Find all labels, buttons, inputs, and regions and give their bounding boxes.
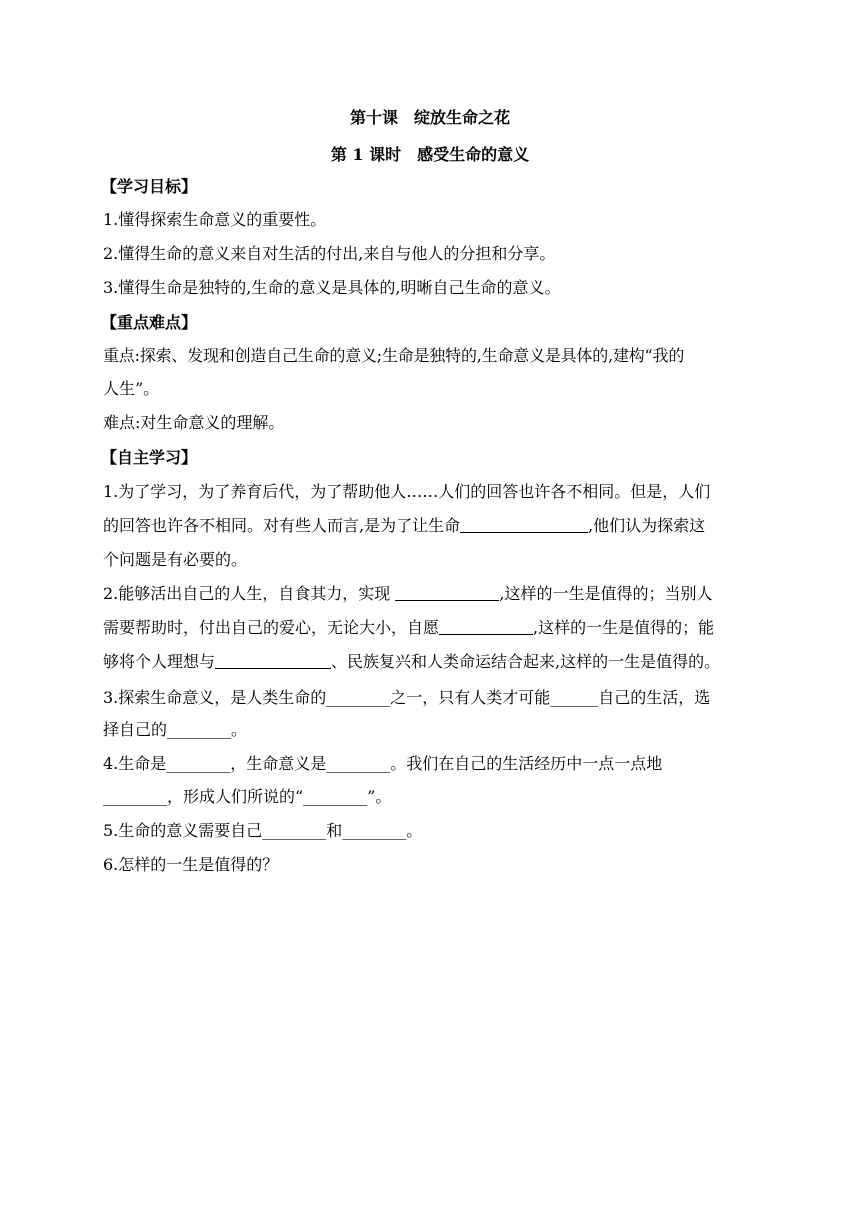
question-2-text: ,这样的一生是值得的；能 [533, 618, 715, 637]
question-2-line [103, 652, 763, 672]
self-study-heading: 【自主学习】 [101, 448, 198, 467]
answer-blank[interactable] [439, 618, 533, 635]
question-1-line: 1.为了学习，为了养育后代，为了帮助他人……人们的回答也许各不相同。但是，人们 [103, 482, 711, 501]
question-2-line [103, 618, 763, 638]
question-2-text: 、民族复兴和人类命运结合起来,这样的一生是值得的。 [331, 652, 721, 671]
objective-item: 2.懂得生命的意义来自对生活的付出,来自与他人的分担和分享。 [103, 244, 556, 263]
difficulty-line: 难点:对生命意义的理解。 [103, 413, 285, 432]
question-1-line [103, 516, 763, 536]
question-6-line: 6.怎样的一生是值得的？ [103, 855, 279, 874]
answer-blank[interactable] [215, 652, 331, 669]
objective-item: 1.懂得探索生命意义的重要性。 [103, 210, 327, 229]
question-4-line: ________，形成人们所说的“________”。 [103, 787, 392, 806]
question-3-line: 3.探索生命意义，是人类生命的________之一，只有人类才可能______自己的生活，选 [103, 688, 711, 707]
question-2-text: ,这样的一生是值得的；当别人 [499, 584, 713, 603]
question-2-line [103, 584, 763, 604]
question-1-line: 个问题是有必要的。 [103, 550, 248, 569]
key-point-line: 人生”。 [103, 379, 160, 398]
question-2-text: 需要帮助时，付出自己的爱心，无论大小，自愿 [103, 618, 440, 637]
key-point-line: 重点:探索、发现和创造自己生命的意义;生命是独特的,生命意义是具体的,建构“我的 [103, 346, 685, 365]
lesson-title: 第十课 绽放生命之花 [349, 108, 510, 127]
key-points-heading: 【重点难点】 [101, 313, 198, 332]
answer-blank[interactable] [395, 584, 499, 601]
objectives-heading: 【学习目标】 [101, 177, 198, 196]
question-2-text: 够将个人理想与 [103, 652, 216, 671]
question-5-line: 5.生命的意义需要自己________和________。 [103, 821, 423, 840]
question-2-text: 2.能够活出自己的人生，自食其力，实现 [103, 584, 396, 603]
question-1-text: 的回答也许各不相同。对有些人而言,是为了让生命 [103, 516, 461, 535]
lesson-subtitle: 第 1 课时 感受生命的意义 [330, 145, 530, 164]
question-4-line: 4.生命是________，生命意义是________。我们在自己的生活经历中一点一点地 [103, 754, 663, 773]
answer-blank[interactable] [460, 516, 588, 533]
question-1-text: ,他们认为探索这 [588, 516, 706, 535]
question-3-line: 择自己的________。 [103, 720, 248, 739]
objective-item: 3.懂得生命是独特的,生命的意义是具体的,明晰自己生命的意义。 [103, 278, 561, 297]
